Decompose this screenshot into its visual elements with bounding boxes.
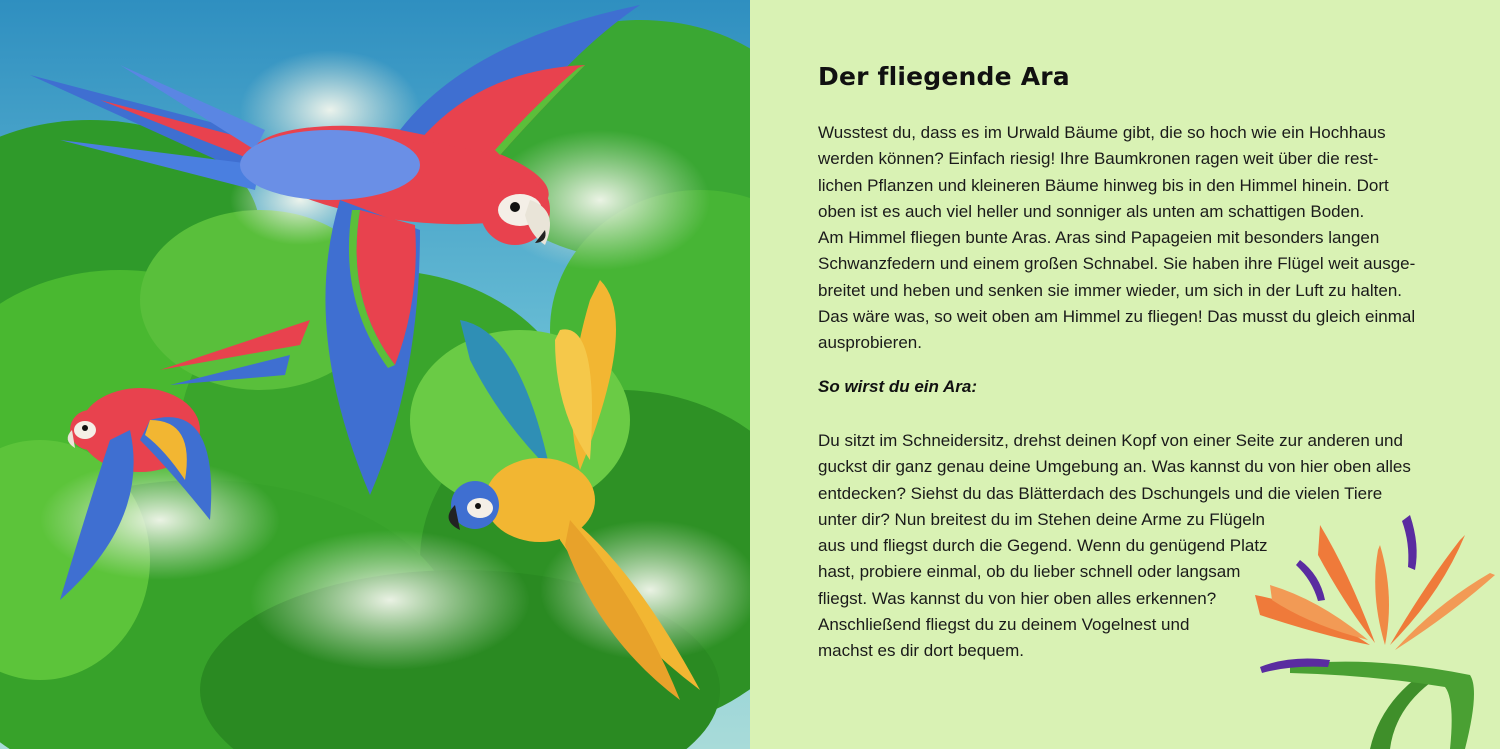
intro-line: ausprobieren.: [818, 333, 922, 353]
intro-line: breitet und heben und senken sie immer wieder, um sich in der Luft zu halten.: [818, 280, 1403, 300]
intro-line: Wusstest du, dass es im Urwald Bäume gibt, die so hoch wie ein Hochhaus: [818, 123, 1386, 142]
exercise-line: unter dir? Nun breitest du im Stehen deine Arme zu Flügeln: [818, 509, 1265, 529]
exercise-line: machst es dir dort bequem.: [818, 641, 1024, 661]
intro-line: lichen Pflanzen und kleineren Bäume hinweg bis in den Himmel hinein. Dort: [818, 175, 1389, 195]
intro-paragraph: [818, 120, 1438, 357]
exercise-line: entdecken? Siehst du das Blätterdach des Dschungels und die vielen Tiere: [818, 483, 1383, 503]
text-page: [750, 0, 1500, 749]
bird-of-paradise-flower: [1250, 515, 1500, 749]
intro-line: oben ist es auch viel heller und sonniger als unten am schattigen Boden.: [818, 201, 1365, 221]
exercise-line: hast, probiere einmal, ob du lieber schnell oder langsam: [818, 562, 1241, 582]
intro-line: Schwanzfedern und einem großen Schnabel. Sie haben ihre Flügel weit ausge-: [818, 254, 1416, 274]
exercise-line: guckst dir ganz genau deine Umgebung an. Was kannst du von hier oben alles: [818, 457, 1411, 477]
exercise-line: aus und fliegst durch die Gegend. Wenn du genügend Platz: [818, 536, 1268, 556]
exercise-line: Du sitzt im Schneidersitz, drehst deinen Kopf von einer Seite zur anderen und: [818, 431, 1403, 450]
intro-line: Das wäre was, so weit oben am Himmel zu fliegen! Das musst du gleich einmal: [818, 307, 1416, 327]
exercise-subheading: So wirst du ein Ara:: [818, 377, 978, 396]
exercise-line: fliegst. Was kannst du von hier oben alles erkennen?: [818, 588, 1217, 608]
intro-line: werden können? Einfach riesig! Ihre Baumkronen ragen weit über die rest-: [818, 149, 1379, 169]
page-title: Der fliegende Ara: [818, 62, 1070, 91]
intro-line: Am Himmel fliegen bunte Aras. Aras sind Papageien mit besonders langen: [818, 228, 1380, 248]
exercise-line: Anschließend fliegst du zu deinem Vogelnest und: [818, 615, 1190, 635]
